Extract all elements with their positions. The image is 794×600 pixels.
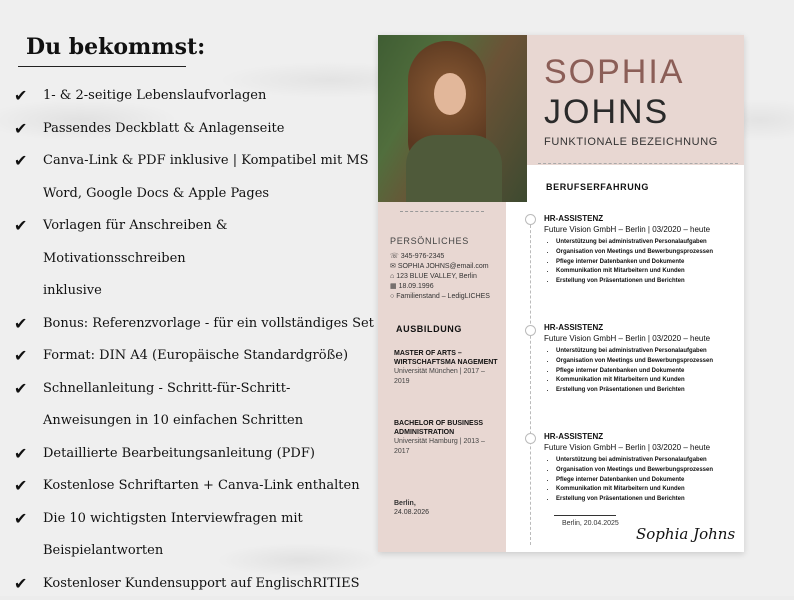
job-bullet: • Pflege interner Datenbanken und Dokumente [556,258,738,268]
feature-text: 1- & 2-seitige Lebenslaufvorlagen [34,80,266,113]
education-heading: AUSBILDUNG [396,324,462,334]
check-icon: ✔ [14,145,34,177]
job-bullet: • Kommunikation mit Mitarbeitern und Kunden [556,376,738,386]
job-bullet: • Pflege interner Datenbanken und Dokumente [556,367,738,377]
feature-text: Anweisungen in 10 einfachen Schritten [34,405,303,438]
place: Berlin, [394,500,416,507]
education-detail: Universität Hamburg | 2013 – 2017 [394,437,502,456]
job-bullets [544,456,738,505]
check-icon: ✔ [14,210,34,242]
feature-text: Kostenlose Schriftarten + Canva-Link enthalten [34,470,360,503]
feature-item [14,568,374,600]
feature-item [14,80,374,113]
check-icon: ✔ [14,503,34,535]
email-text: ✉ SOPHIA JOHNS@email.com [390,262,490,272]
divider [538,163,738,164]
feature-text: Bonus: Referenzvorlage - für ein vollständiges Set [34,308,374,341]
place-date [394,499,429,517]
job-bullet: • Unterstützung bei administrativen Personalaufgaben [556,347,738,357]
personal-list [390,252,490,302]
timeline-dot [525,325,536,336]
check-icon: ✔ [14,373,34,405]
birthdate-text: ▦ 18.09.1996 [390,282,490,292]
feature-text: Schnellanleitung - Schritt-für-Schritt- [34,373,290,406]
phone-text: ☏ 345-976-2345 [390,252,490,262]
education-degree: BACHELOR OF BUSINESS ADMINISTRATION [394,419,502,437]
check-icon: ✔ [14,568,34,600]
feature-item [14,308,374,341]
feature-text: Die 10 wichtigsten Interviewfragen mit [34,503,303,536]
feature-text: Detaillierte Bearbeitungsanleitung (PDF) [34,438,315,471]
job-title: HR-ASSISTENZ [544,323,738,332]
profile-photo [378,35,527,202]
job-title: HR-ASSISTENZ [544,214,738,223]
personal-heading: PERSÖNLICHES [390,236,469,246]
last-name: JOHNS [544,93,669,132]
feature-item [14,535,374,568]
job-bullet: • Kommunikation mit Mitarbeitern und Kunden [556,485,738,495]
feature-text: Canva-Link & PDF inklusive | Kompatibel mit MS [34,145,369,178]
feature-text: Passendes Deckblatt & Anlagenseite [34,113,284,146]
first-name: SOPHIA [544,53,684,92]
check-icon: ✔ [14,113,34,145]
job-bullet: • Unterstützung bei administrativen Personalaufgaben [556,456,738,466]
feature-item [14,210,374,275]
feature-list [14,80,374,600]
job-title: HR-ASSISTENZ [544,432,738,441]
job-entry [544,323,738,396]
feature-item [14,405,374,438]
education-degree: MASTER OF ARTS – WIRTSCHAFTSMA NAGEMENT [394,349,502,367]
job-company: Future Vision GmbH – Berlin | 03/2020 – heute [544,225,738,234]
date: 24.08.2026 [394,509,429,516]
signature: Sophia Johns [636,525,735,543]
job-entry [544,432,738,505]
feature-item [14,275,374,308]
feature-text: Format: DIN A4 (Europäische Standardgröße) [34,340,348,373]
job-bullet: • Unterstützung bei administrativen Personalaufgaben [556,238,738,248]
feature-item [14,340,374,373]
education-item [394,349,502,386]
timeline-dot [525,214,536,225]
job-bullet: • Erstellung von Präsentationen und Berichten [556,495,738,505]
job-bullet: • Kommunikation mit Mitarbeitern und Kunden [556,267,738,277]
education-item [394,419,502,456]
feature-text: Word, Google Docs & Apple Pages [34,178,269,211]
job-bullet: • Organisation von Meetings und Bewerbungsprozessen [556,248,738,258]
job-entry [544,214,738,287]
job-bullet: • Pflege interner Datenbanken und Dokumente [556,476,738,486]
feature-item [14,373,374,406]
job-bullets [544,347,738,396]
signature-line [554,515,616,516]
feature-item [14,438,374,471]
job-bullet: • Erstellung von Präsentationen und Berichten [556,386,738,396]
marital-status-text: ○ Familienstand – LedigLICHES [390,292,490,302]
check-icon: ✔ [14,308,34,340]
feature-text: Vorlagen für Anschreiben & Motivationsschreiben [34,210,374,275]
timeline-dot [525,433,536,444]
photo-jacket [406,135,502,202]
address-text: ⌂ 123 BLUE VALLEY, Berlin [390,272,490,282]
feature-text: inklusive [34,275,102,308]
feature-text: Kostenloser Kundensupport auf EnglischRITIES [34,568,360,600]
signature-date: Berlin, 20.04.2025 [562,520,619,527]
check-icon: ✔ [14,470,34,502]
resume-preview [378,35,744,552]
role-title: FUNKTIONALE BEZEICHNUNG [544,136,718,148]
feature-item [14,145,374,178]
job-company: Future Vision GmbH – Berlin | 03/2020 – heute [544,334,738,343]
education-detail: Universität München | 2017 – 2019 [394,367,502,386]
page-heading: Du bekommst: [26,34,205,60]
experience-heading: BERUFSERFAHRUNG [546,182,649,192]
feature-item [14,113,374,146]
feature-item [14,503,374,536]
job-company: Future Vision GmbH – Berlin | 03/2020 – heute [544,443,738,452]
timeline-line [530,215,531,545]
divider [400,211,484,212]
feature-text: Beispielantworten [34,535,163,568]
job-bullets [544,238,738,287]
check-icon: ✔ [14,438,34,470]
job-bullet: • Erstellung von Präsentationen und Berichten [556,277,738,287]
check-icon: ✔ [14,340,34,372]
job-bullet: • Organisation von Meetings und Bewerbungsprozessen [556,466,738,476]
heading-underline [18,66,186,67]
photo-face [434,73,466,115]
check-icon: ✔ [14,80,34,112]
job-bullet: • Organisation von Meetings und Bewerbungsprozessen [556,357,738,367]
feature-item [14,178,374,211]
feature-item [14,470,374,503]
